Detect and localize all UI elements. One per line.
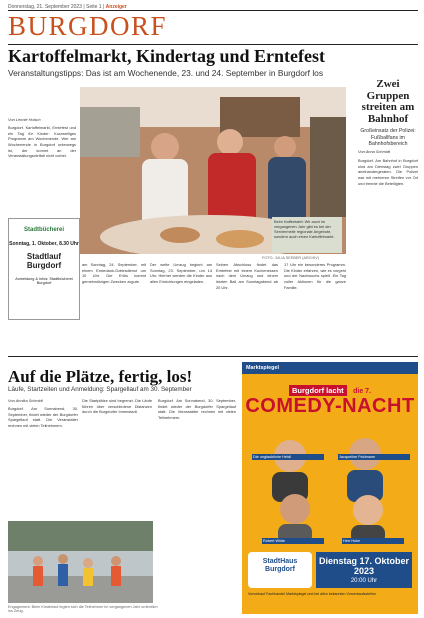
article2-col-2: Die Startplätze sind begrenzt. Die Läufe führen über verschiedene Distanzen durch die Burgdorfer Innenstadt. xyxy=(82,398,152,415)
masthead: BURGDORF xyxy=(8,11,168,41)
ad-stadtlauf[interactable] xyxy=(8,218,80,320)
article2-headline: Auf die Plätze, fertig, los! xyxy=(8,367,193,386)
ad2-date: Dienstag 17. Oktober 2023 xyxy=(318,556,410,576)
ad2-pre2: die 7. xyxy=(353,388,372,395)
ad-date: Sonntag, 1. Oktober, 8.30 Uhr xyxy=(9,241,79,247)
article-col-4: Seinen Abschluss findet das Erntefest mit einem Kuchenessen nach dem Umzug und einem letzten Ball am Sonntagabend ab 20 Uhr. xyxy=(216,262,278,290)
header-brand: Anzeiger xyxy=(105,4,127,10)
performer-3: Robert Wilde xyxy=(262,538,324,544)
ad-title: Stadtlauf Burgdorf xyxy=(26,252,62,270)
sidebar-subhead: Großeinsatz der Polizei: Fußballfans im Bahnhofsbereich xyxy=(360,128,416,148)
article-col-2: am Sonntag, 24. September, mit einem Erntedank-Gottesdienst um 10 Uhr. Der Erlös kommt gemeinnützigen Zwecken zugute. xyxy=(82,262,146,284)
ad2-venue: StadtHaus Burgdorf xyxy=(262,558,298,574)
ad-brand: Stadtbücherei xyxy=(23,227,64,233)
ad-info: Anmeldung & Infos: Stadtbücherei Burgdorf xyxy=(15,276,73,285)
article2-photo-caption: Engagement: Beim Kinderlauf legten sich die Teilnehmer im vergangenen Jahr ordentlich ins Zeug. xyxy=(8,605,158,613)
header-line: Donnerstag, 21. September 2023 | Seite 1 | xyxy=(8,4,105,10)
comedians-illustration xyxy=(250,424,410,544)
ad2-pre: Burgdorf lacht xyxy=(289,385,347,396)
article-col-3: Der weite Umzug beginnt am Sonntag, 23. September, um 14 Uhr. Hierher werden die Kinder aus allen Einrichtungen eingeladen. xyxy=(150,262,212,284)
sidebar-text: Burgdorf. Am Bahnhof in Burgdorf sind am Dienstag zwei Gruppen aneinandergeraten. Die Polizei war mit mehreren Streifen vor Ort und trennte die Beteiligten. xyxy=(358,158,418,186)
photo-caption: Beim Kaffeetafel: Wir auch im vergangenen Jahr gibt es bei der Serviermeile regionale Angebote, sondern auch einen Kartoffelmarkt. xyxy=(272,217,342,253)
ad2-top: Marktspiegel xyxy=(242,362,418,374)
performer-4: Herr Holm xyxy=(342,538,404,544)
ad2-title: COMEDY-NACHT xyxy=(245,395,415,417)
article2-col-3: Burgdorf. Am Sonnabend, 30. September, findet wieder der Burgdorfer Spargellauf statt. Die Veranstalter rechnen mit vielen Teilnehmern. xyxy=(158,398,236,420)
performer-1: Die unglaubliche Heidi xyxy=(252,454,324,460)
ad2-footer: Vorverkauf Fachhandel Marktspiegel und bei allen bekannten Vorverkaufsstellen xyxy=(248,592,376,596)
article2-photo xyxy=(8,521,153,603)
ad-comedy-nacht[interactable] xyxy=(242,362,418,614)
article-col-1: Burgdorf. Kartoffelmarkt, Erntefest und ein Tag für Kinder: Kurzweiliges Programm am Wochenende. Wer am Wochenende in Burgdorf unterwegs ist, der kommt an der Veranstaltungsvielfalt nicht vorbei. xyxy=(8,125,76,159)
sidebar-headline: Zwei Gruppen streiten am Bahnhof xyxy=(361,78,415,125)
article-subhead: Veranstaltungstipps: Das ist am Wochenende, 23. und 24. September in Burgdorf los xyxy=(8,68,324,78)
masthead-rule xyxy=(8,44,418,45)
article2-author: Von Annika Schmidt xyxy=(8,398,43,403)
article2-subhead: Läufe, Startzeiten und Anmeldung: Spargellauf am 30. September xyxy=(8,386,192,393)
date-badge xyxy=(316,552,412,588)
sidebar-article xyxy=(358,79,418,148)
article-col-5: 17 Uhr ein besonderes Programm. Die Kinder erfahren, wie es vorgeht und der Nachwuchs spielt. Ein Tag voller Aktionen für die ganze Familie. xyxy=(284,262,346,290)
article2-col-1: Burgdorf. Am Sonnabend, 30. September, findet wieder der Burgdorfer Spargellauf statt. Die Veranstalter rechnen mit vielen Teilnehmern. xyxy=(8,406,78,428)
venue-badge xyxy=(248,552,312,588)
sidebar-author: Von Anna Schmidt xyxy=(358,149,390,154)
article-headline: Kartoffelmarkt, Kindertag und Erntefest xyxy=(8,46,325,66)
ad2-time: 20:00 Uhr xyxy=(350,578,378,584)
photo-credit: FOTO: JULIA SEEBER (ARCHIV) xyxy=(262,256,320,260)
performer-2: Jacqueline Feldmann xyxy=(338,454,410,460)
section-rule xyxy=(8,356,418,357)
runners-photo-illustration xyxy=(8,521,153,603)
article-author: Von Leonie Holsch xyxy=(8,117,41,122)
